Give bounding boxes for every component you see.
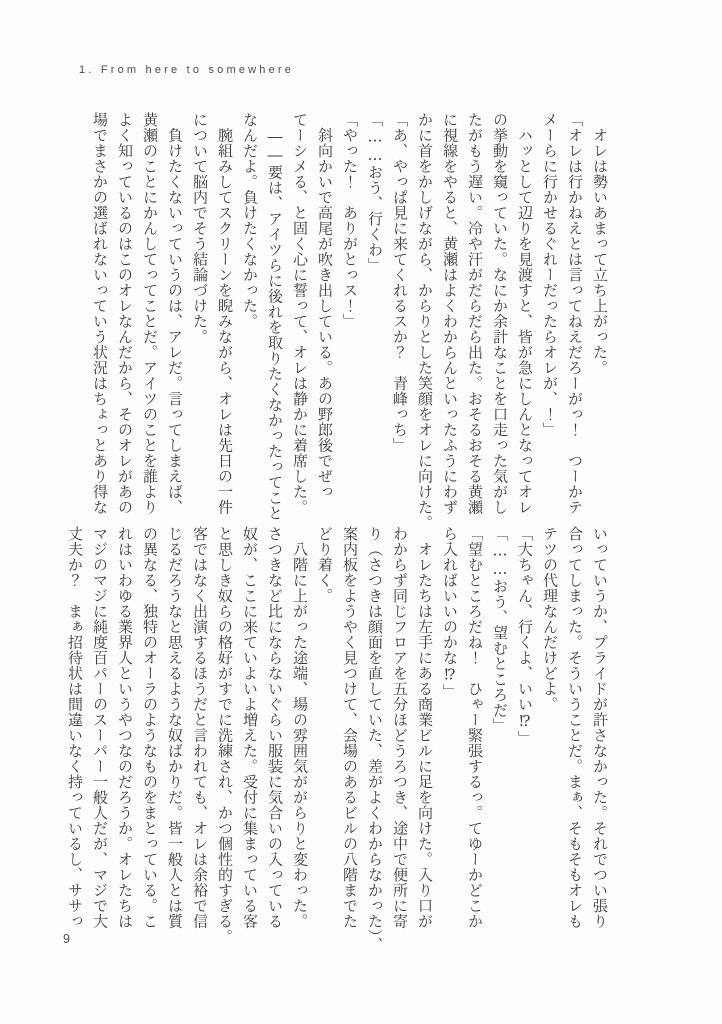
vertical-text-block-lower bbox=[62, 526, 612, 953]
text-line: たがもう遅い。冷や汗がだらだら出た。おそるおそる黄瀬 bbox=[466, 112, 484, 515]
text-line: てーシメる、と固く心に誓って、オレは静かに着席した。 bbox=[291, 112, 309, 515]
page-number: 9 bbox=[63, 932, 70, 946]
text-line: 「……おう、行くわ」 bbox=[366, 112, 384, 273]
text-line: じるだろうなと思えるような奴ばかりだ。皆一般人とは質 bbox=[166, 526, 184, 929]
text-line: かに首をかしげながら、からりとした笑顔をオレに向けた。 bbox=[416, 112, 434, 531]
text-line: 「オレは行かねえとは言ってねえだろーがっ！ つーかテ bbox=[566, 112, 584, 515]
text-line: ハッとして辺りを見渡すと、皆が急にしんとなってオレ bbox=[516, 112, 534, 515]
text-line: 斜向かいで高尾が吹き出している。あの野郎後でぜっ bbox=[316, 112, 334, 500]
text-line: いっていうか、プライドが許さなかった。それでつい張り bbox=[591, 526, 609, 929]
text-line: 案内板をようやく見つけて、会場のあるビルの八階までた bbox=[341, 526, 359, 929]
text-line: 八階に上がった途端、場の雰囲気ががらりと変わった。 bbox=[291, 526, 309, 929]
text-line: と思しき奴らの格好がすでに洗練され、かつ個性的すぎる。 bbox=[216, 526, 234, 945]
text-line: 奴が、ここに来ていよいよ増えた。受付に集まっている客 bbox=[241, 526, 259, 929]
text-line: 「……おう、望むところだ」 bbox=[491, 526, 509, 734]
text-line: 「あ、やっぱ見に来てくれるスか？ 青峰っち」 bbox=[391, 112, 409, 453]
text-line: テツの代理なんだけどよ。 bbox=[541, 526, 559, 712]
text-line: わからず同じフロアを五分ほどうろつき、途中で便所に寄 bbox=[391, 526, 409, 929]
text-line: 「大ちゃん、行くよ、いい⁉」 bbox=[516, 526, 534, 746]
text-line: れはいわゆる業界人というやつなのだろうか。オレたちは bbox=[116, 526, 134, 929]
text-line: 負けたくないっていうのは、アレだ。言ってしまえば、 bbox=[166, 112, 184, 515]
text-line: に視線をやると、黄瀬はよくわからんといったふうにわず bbox=[441, 112, 459, 515]
text-line: り（さつきは顔面を直していた、差がよくわからなかった）、 bbox=[366, 526, 384, 953]
text-line: ら入ればいいのかな⁉」 bbox=[441, 526, 459, 700]
text-line: なんだよ。負けたくなかった。 bbox=[241, 112, 259, 329]
text-line: さつきなど比にならないぐらい服装に気合いの入っている bbox=[266, 526, 284, 929]
vertical-text-block-upper bbox=[87, 112, 612, 531]
text-line: ――要は、アイツらに後れを取りたくなかったってこと bbox=[266, 112, 284, 521]
chapter-header: 1. From here to somewhere bbox=[79, 64, 295, 76]
text-line: 「やった！ ありがとっス！」 bbox=[341, 112, 359, 329]
text-line: の挙動を窺っていた。なにか余計なことを口走った気がし bbox=[491, 112, 509, 515]
text-line: 「望むところだね！ ひゃー緊張するっ。てゆーかどこか bbox=[466, 526, 484, 929]
text-line: マジのマジに純度百パーのスーパー一般人だが、マジで大 bbox=[91, 526, 109, 929]
text-line: について脳内でそう結論づけた。 bbox=[191, 112, 209, 345]
text-line: 合ってしまった。そういうことだ。まぁ、そもそもオレも bbox=[566, 526, 584, 929]
text-line: オレたちは左手にある商業ビルに足を向けた。入り口が bbox=[416, 526, 434, 929]
text-line: よく知っているのはこのオレなんだから、そのオレがあの bbox=[116, 112, 134, 515]
text-line: 丈夫か？ まぁ招待状は間違いなく持っているし、ササっ bbox=[66, 526, 84, 929]
text-line: 客ではなく出演するほうだと言われても、オレは余裕で信 bbox=[191, 526, 209, 929]
text-line: 黄瀬のことにかんしてってことだ。アイツのことを誰より bbox=[141, 112, 159, 515]
text-line: 腕組みしてスクリーンを睨みながら、オレは先日の一件 bbox=[216, 112, 234, 515]
text-line: の異なる、独特のオーラのようなものをまとっている。こ bbox=[141, 526, 159, 929]
text-line: メーらに行かせるぐれーだったらオレが、！」 bbox=[541, 112, 559, 438]
text-line: どり着く。 bbox=[316, 526, 334, 604]
text-line: オレは勢いあまって立ち上がった。 bbox=[591, 112, 609, 376]
text-line: 場でまさかの選ばれないっていう状況はちょっとあり得な bbox=[91, 112, 109, 515]
